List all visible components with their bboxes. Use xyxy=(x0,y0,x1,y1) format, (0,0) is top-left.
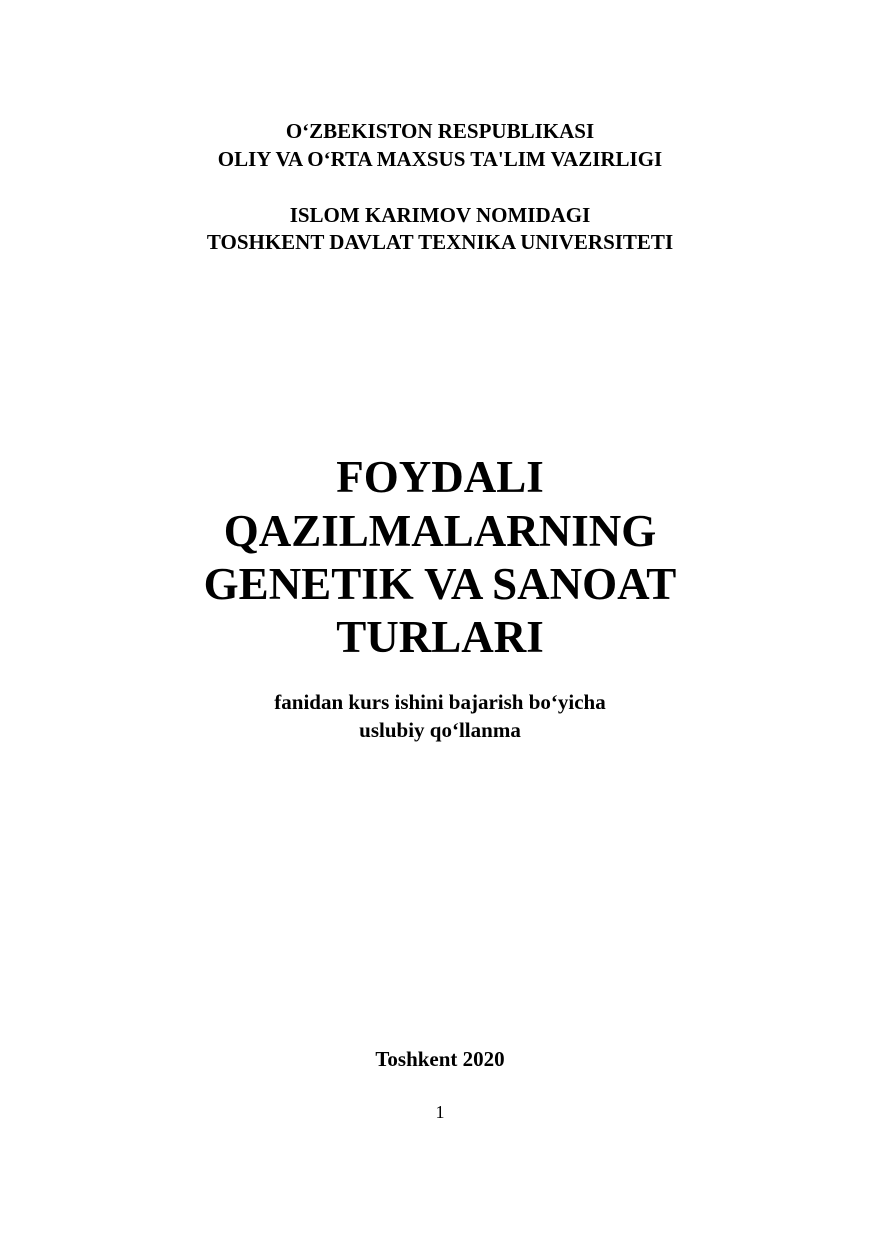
place-year: Toshkent 2020 xyxy=(375,1047,505,1071)
document-title-line-1: FOYDALI xyxy=(336,452,544,502)
ministry-line-2: OLIY VA O‘RTA MAXSUS TA'LIM VAZIRLIGI xyxy=(217,147,663,171)
subtitle-line-2: uslubiy qo‘llanma xyxy=(359,718,521,742)
subtitle-line-1: fanidan kurs ishini bajarish bo‘yicha xyxy=(274,690,606,714)
document-title-line-4: TURLARI xyxy=(336,612,544,662)
page-number: 1 xyxy=(435,1102,445,1122)
university-line-2: TOSHKENT DAVLAT TEXNIKA UNIVERSITETI xyxy=(206,230,674,254)
university-line-1: ISLOM KARIMOV NOMIDAGI xyxy=(289,203,591,227)
ministry-line-1: O‘ZBEKISTON RESPUBLIKASI xyxy=(285,119,595,143)
document-title-line-2: QAZILMALARNING xyxy=(223,506,657,556)
document-title-line-3: GENETIK VA SANOAT xyxy=(203,559,677,609)
